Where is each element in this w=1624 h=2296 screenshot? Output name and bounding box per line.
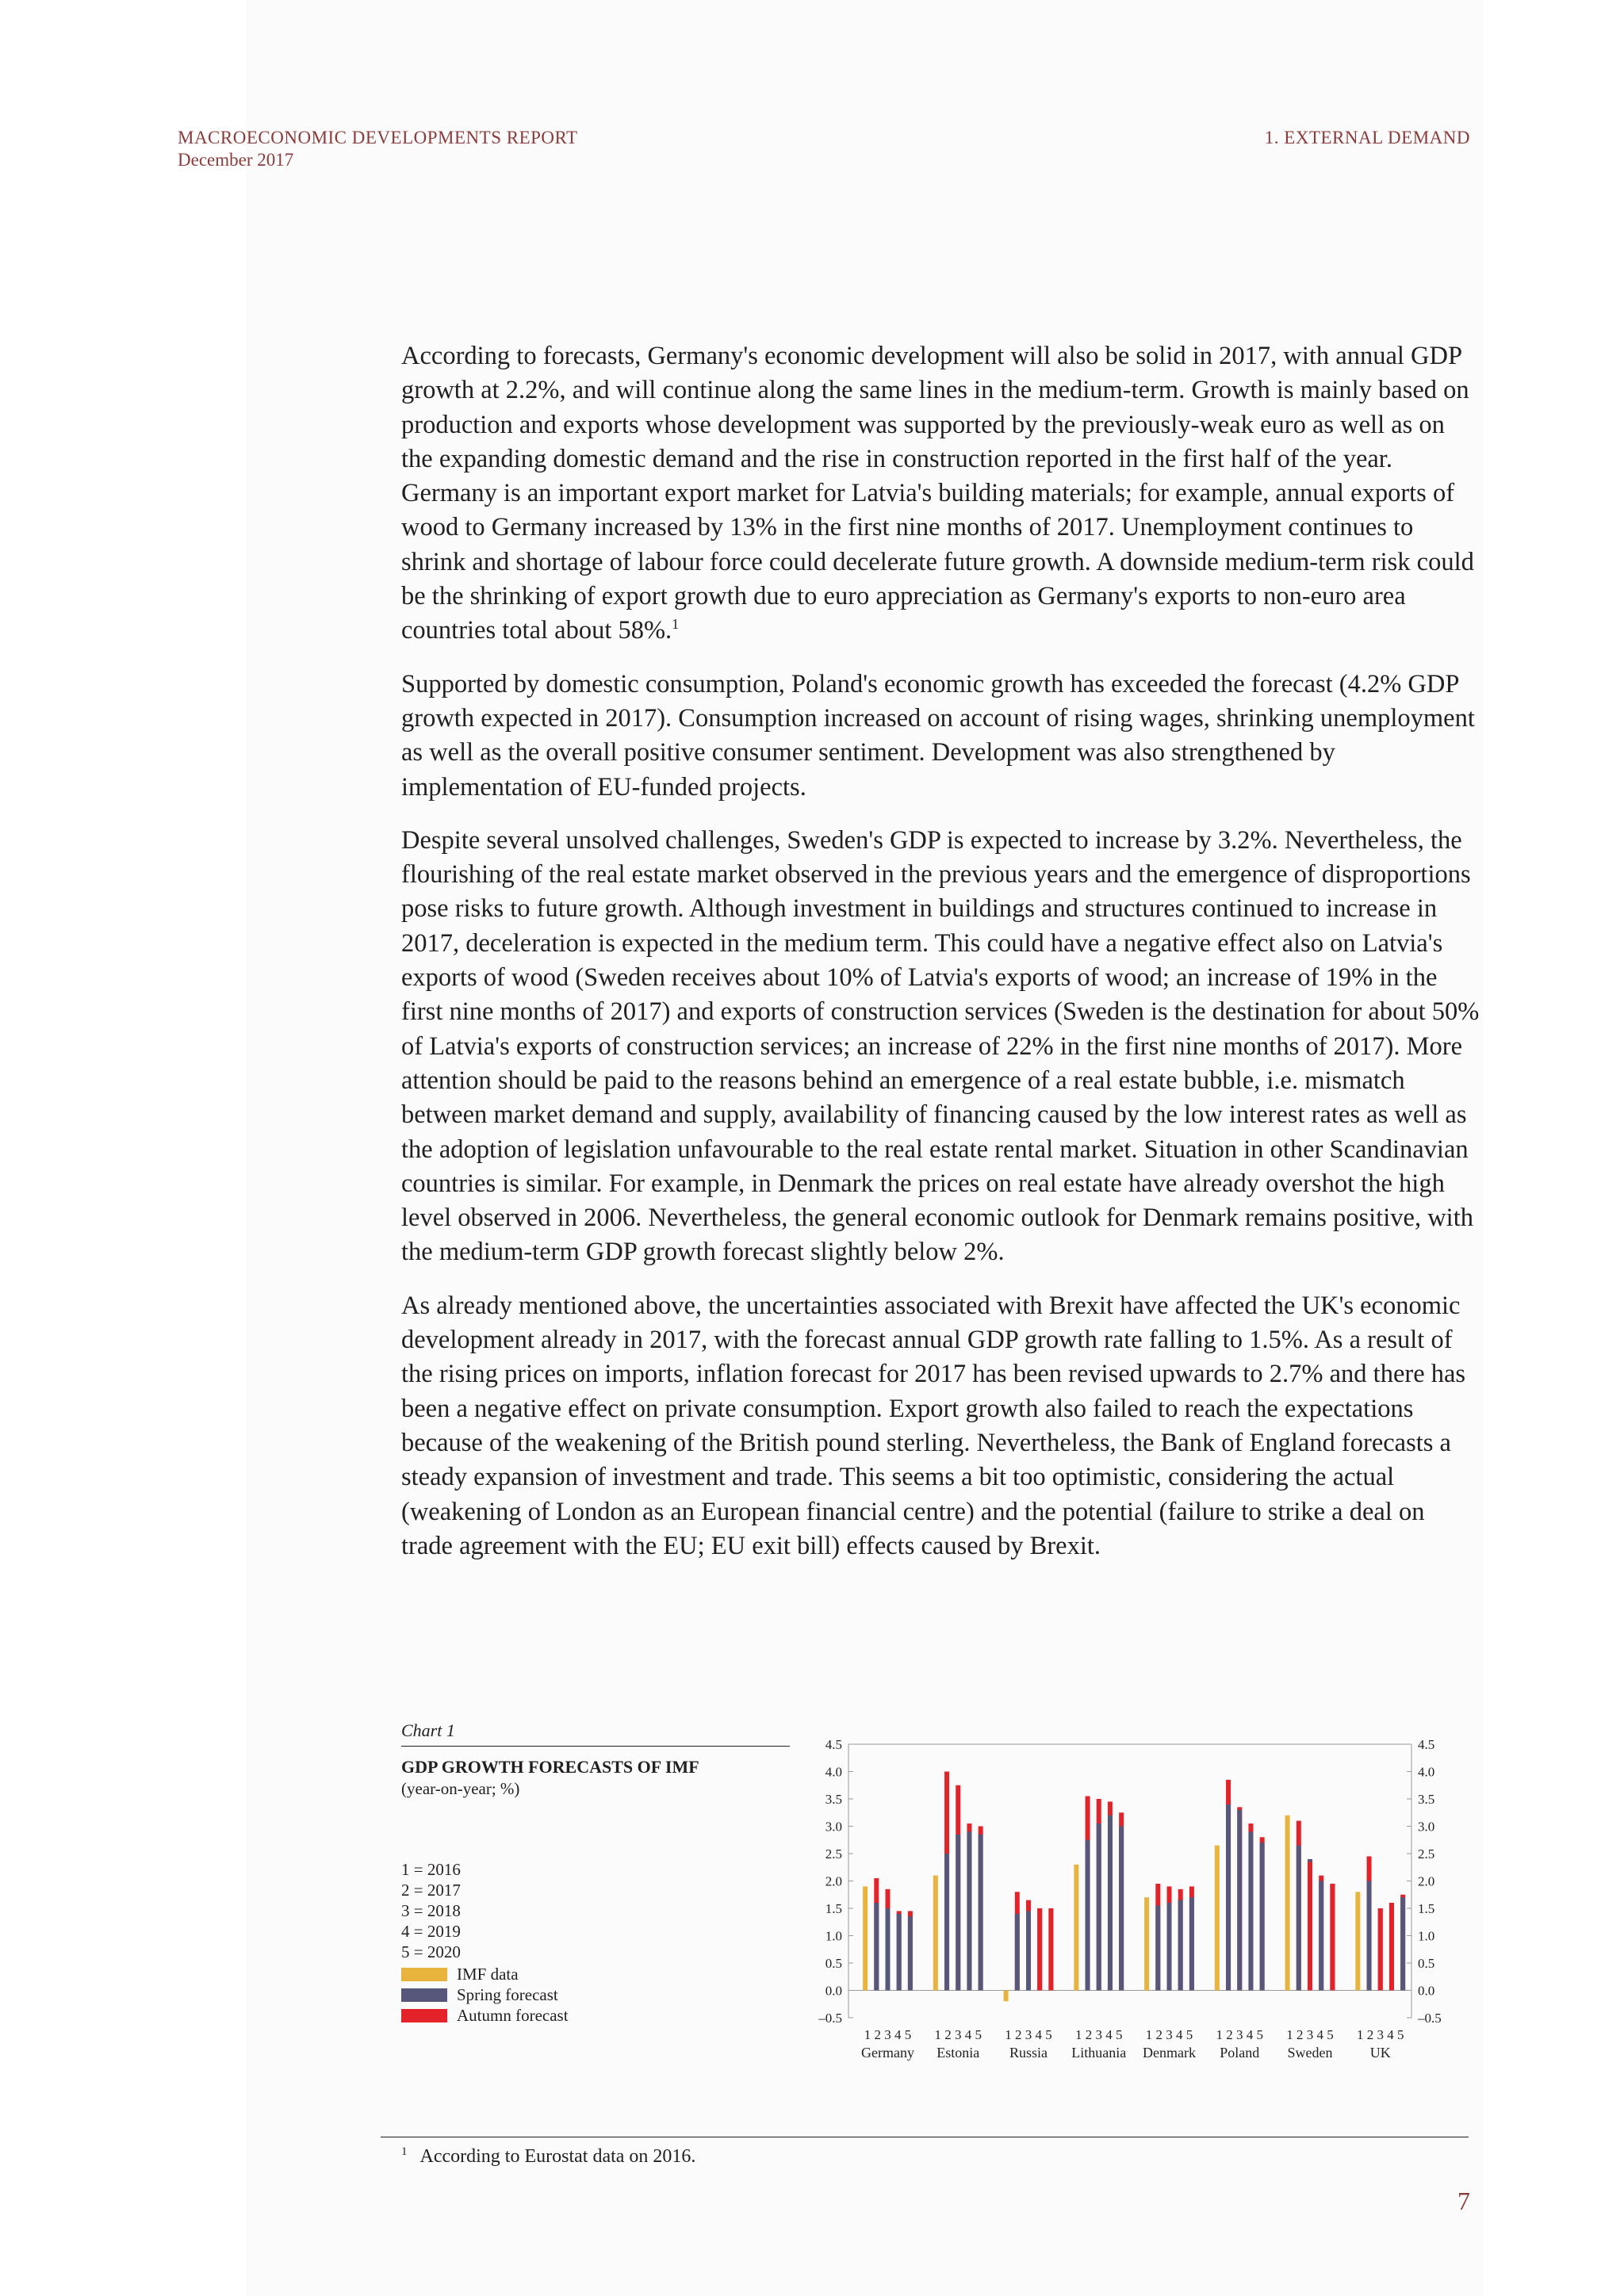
legend-item-imf xyxy=(401,1964,569,1984)
legend-swatch xyxy=(401,1968,447,1981)
chart-title: GDP GROWTH FORECASTS OF IMF xyxy=(401,1757,699,1777)
bar-spring-forecast xyxy=(1119,1827,1124,1991)
x-category-label: Estonia xyxy=(936,2045,980,2061)
y-tick-label-right: 3.0 xyxy=(1418,1819,1435,1835)
bar-spring-forecast xyxy=(1167,1903,1172,1990)
bar-spring-forecast xyxy=(1319,1881,1323,1991)
bar-spring-forecast xyxy=(1226,1804,1231,1991)
body-text xyxy=(401,339,1480,1582)
legend-label: Autumn forecast xyxy=(457,2005,569,2025)
y-tick-label-left: 3.5 xyxy=(825,1792,842,1807)
bar-autumn-forecast xyxy=(1378,1908,1383,1991)
y-tick-label-right: 2.5 xyxy=(1418,1846,1435,1862)
bar-imf-data xyxy=(863,1886,868,1990)
x-slot-label: 1 2 3 4 5 xyxy=(1357,2027,1404,2042)
y-tick-label-left: 1.5 xyxy=(825,1901,842,1916)
x-slot-label: 1 2 3 4 5 xyxy=(864,2027,912,2042)
legend-swatch xyxy=(401,1988,447,2002)
bar-autumn-forecast xyxy=(1330,1884,1335,1991)
legend-swatch xyxy=(401,2009,447,2022)
report-title: MACROECONOMIC DEVELOPMENTS REPORT xyxy=(178,128,578,147)
footnote-ref[interactable]: 1 xyxy=(672,616,680,633)
y-tick-label-left: 0.5 xyxy=(825,1956,842,1971)
y-tick-label-right: 0.5 xyxy=(1418,1956,1435,1971)
chart-label: Chart 1 xyxy=(401,1720,455,1740)
bar-spring-forecast xyxy=(1086,1840,1090,1991)
page-number: 7 xyxy=(1457,2187,1470,2215)
x-slot-label: 1 2 3 4 5 xyxy=(934,2027,982,2042)
y-tick-label-right: –0.5 xyxy=(1418,2011,1442,2026)
bar-spring-forecast xyxy=(1400,1897,1405,1990)
bar-spring-forecast xyxy=(1297,1846,1301,1991)
bar-spring-forecast xyxy=(1189,1897,1194,1990)
bar-imf-data xyxy=(1004,1991,1009,2002)
y-tick-label-left: 4.0 xyxy=(825,1764,842,1780)
bar-imf-data xyxy=(1074,1865,1078,1991)
bar-spring-forecast xyxy=(1026,1911,1031,1990)
bar-imf-data xyxy=(1215,1846,1220,1991)
y-tick-label-left: –0.5 xyxy=(818,2011,842,2026)
legend-item-autumn xyxy=(401,2005,569,2026)
bar-imf-data xyxy=(1144,1897,1149,1990)
y-tick-label-left: 1.0 xyxy=(825,1928,842,1944)
bar-autumn-forecast xyxy=(1037,1908,1042,1991)
legend-label: Spring forecast xyxy=(457,1984,558,2004)
y-tick-label-left: 2.0 xyxy=(825,1873,842,1889)
y-tick-label-left: 2.5 xyxy=(825,1846,842,1862)
chart-legend xyxy=(401,1964,569,2026)
x-category-label: UK xyxy=(1369,2045,1391,2061)
paragraph: According to forecasts, Germany's economic development will also be solid in 2017, with annual GDP growth at 2.2%, and will continue along the same lines in the medium-term. Growth is mainly based on production and exports whose development was supported by the previously-weak euro as well as on the expanding domestic demand and the rise in construction reported in the first half of the year. Germany is an important export market for Latvia's building materials; for example, annual exports of wood to Germany increased by 13% in the first nine months of 2017. Unemployment continues to shrink and shortage of labour force could decelerate future growth. A downside medium-term risk could be the shrinking of export growth due to euro appreciation as Germany's exports to non-euro area countries total about 58%.$^1$ xyxy=(401,342,1474,645)
x-slot-label: 1 2 3 4 5 xyxy=(1075,2027,1123,2042)
y-tick-label-right: 4.0 xyxy=(1418,1764,1435,1780)
bar-spring-forecast xyxy=(956,1835,960,1991)
footnote-text: According to Eurostat data on 2016. xyxy=(419,2146,696,2167)
bar-spring-forecast xyxy=(967,1831,971,1990)
chart-subtitle: (year-on-year; %) xyxy=(401,1779,520,1798)
x-slot-label: 1 2 3 4 5 xyxy=(1216,2027,1263,2042)
bar-spring-forecast xyxy=(1178,1900,1183,1991)
year-key-item: 3 = 2018 xyxy=(401,1901,461,1920)
section-title: 1. EXTERNAL DEMAND xyxy=(1264,128,1470,147)
x-slot-label: 1 2 3 4 5 xyxy=(1005,2027,1052,2042)
y-tick-label-right: 4.5 xyxy=(1418,1737,1435,1752)
year-key-item: 4 = 2019 xyxy=(401,1922,461,1941)
y-tick-label-right: 3.5 xyxy=(1418,1792,1435,1807)
x-category-label: Denmark xyxy=(1143,2045,1196,2061)
bar-spring-forecast xyxy=(897,1914,902,1991)
y-tick-label-right: 0.0 xyxy=(1418,1983,1435,1999)
report-date: December 2017 xyxy=(178,150,294,170)
x-category-label: Germany xyxy=(861,2045,914,2061)
y-tick-label-left: 0.0 xyxy=(825,1983,842,1999)
y-tick-label-right: 1.5 xyxy=(1418,1901,1435,1916)
x-slot-label: 1 2 3 4 5 xyxy=(1145,2027,1193,2042)
year-key-item: 2 = 2017 xyxy=(401,1881,461,1900)
bar-imf-data xyxy=(933,1876,938,1991)
legend-label: IMF data xyxy=(457,1964,519,1984)
year-key-item: 5 = 2020 xyxy=(401,1942,461,1961)
bar-spring-forecast xyxy=(1237,1810,1242,1991)
bar-spring-forecast xyxy=(908,1916,913,1990)
bar-autumn-forecast xyxy=(1308,1862,1312,1990)
x-category-label: Sweden xyxy=(1287,2045,1333,2061)
year-key-item: 1 = 2016 xyxy=(401,1860,461,1879)
y-tick-label-left: 3.0 xyxy=(825,1819,842,1835)
x-category-label: Lithuania xyxy=(1071,2045,1127,2061)
y-tick-label-left: 4.5 xyxy=(825,1737,842,1752)
footnote-number: 1 xyxy=(401,2145,408,2158)
bar-spring-forecast xyxy=(1097,1823,1101,1990)
paragraph: Supported by domestic consumption, Poland's economic growth has exceeded the forecast (4.2% GDP growth expected in 2017). Consumption increased on account of rising wages, shrinking unemployment as well as the overall positive consumer sentiment. Development was also strengthened by implementation of EU-funded projects. xyxy=(401,669,1475,802)
bar-spring-forecast xyxy=(1248,1831,1253,1990)
x-category-label: Poland xyxy=(1220,2045,1260,2061)
year-key xyxy=(401,1859,461,1962)
gdp-growth-chart xyxy=(793,1728,1467,2069)
bar-imf-data xyxy=(1355,1892,1360,1990)
paragraph: As already mentioned above, the uncertainties associated with Brexit have affected the UK's economic development already in 2017, with the forecast annual GDP growth rate falling to 1.5%. As a result of the rising prices on imports, inflation forecast for 2017 has been revised upwards to 2.7% and there has been a negative effect on private consumption. Export growth also failed to reach the expectations because of the weakening of the British pound sterling. Nevertheless, the Bank of England forecasts a steady expansion of investment and trade. This seems a bit too optimistic, considering the actual (weakening of London as an European financial centre) and the potential (failure to strike a deal on trade agreement with the EU; EU exit bill) effects caused by Brexit. xyxy=(401,1291,1466,1560)
chart-title-rule xyxy=(401,1746,790,1747)
footnote xyxy=(401,2145,695,2168)
bar-spring-forecast xyxy=(886,1908,891,1991)
y-tick-label-right: 2.0 xyxy=(1418,1873,1435,1889)
x-category-label: Russia xyxy=(1009,2045,1048,2061)
bar-spring-forecast xyxy=(979,1835,983,1991)
bar-spring-forecast xyxy=(1155,1906,1160,1991)
x-slot-label: 1 2 3 4 5 xyxy=(1286,2027,1334,2042)
bar-spring-forecast xyxy=(1260,1843,1265,1990)
bar-autumn-forecast xyxy=(1389,1903,1394,1990)
bar-spring-forecast xyxy=(1015,1914,1020,1991)
y-tick-label-right: 1.0 xyxy=(1418,1928,1435,1944)
bar-autumn-forecast xyxy=(1048,1908,1053,1991)
bar-spring-forecast xyxy=(944,1854,949,1991)
bar-spring-forecast xyxy=(1108,1816,1113,1991)
bar-spring-forecast xyxy=(1367,1881,1372,1991)
bar-imf-data xyxy=(1285,1816,1290,1991)
paragraph: Despite several unsolved challenges, Sweden's GDP is expected to increase by 3.2%. Nevertheless, the flourishing of the real estate market observed in the previous years and the emergence of disproportions pose risks to future growth. Although investment in buildings and structures continued to increase in 2017, deceleration is expected in the medium term. This could have a negative effect also on Latvia's exports of wood (Sweden receives about 10% of Latvia's exports of wood; an increase of 19% in the first nine months of 2017) and exports of construction services (Sweden is the destination for about 50% of Latvia's exports of construction services; an increase of 22% in the first nine months of 2017). More attention should be paid to the reasons behind an emergence of a real estate bubble, i.e. mismatch between market demand and supply, availability of financing caused by the low interest rates as well as the adoption of legislation unfavourable to the real estate rental market. Situation in other Scandinavian countries is similar. For example, in Denmark the prices on real estate have already overshot the high level observed in 2006. Nevertheless, the general economic outlook for Denmark remains positive, with the medium-term GDP growth forecast slightly below 2%. xyxy=(401,825,1480,1267)
legend-item-spring xyxy=(401,1984,569,2005)
bar-spring-forecast xyxy=(874,1903,879,1990)
